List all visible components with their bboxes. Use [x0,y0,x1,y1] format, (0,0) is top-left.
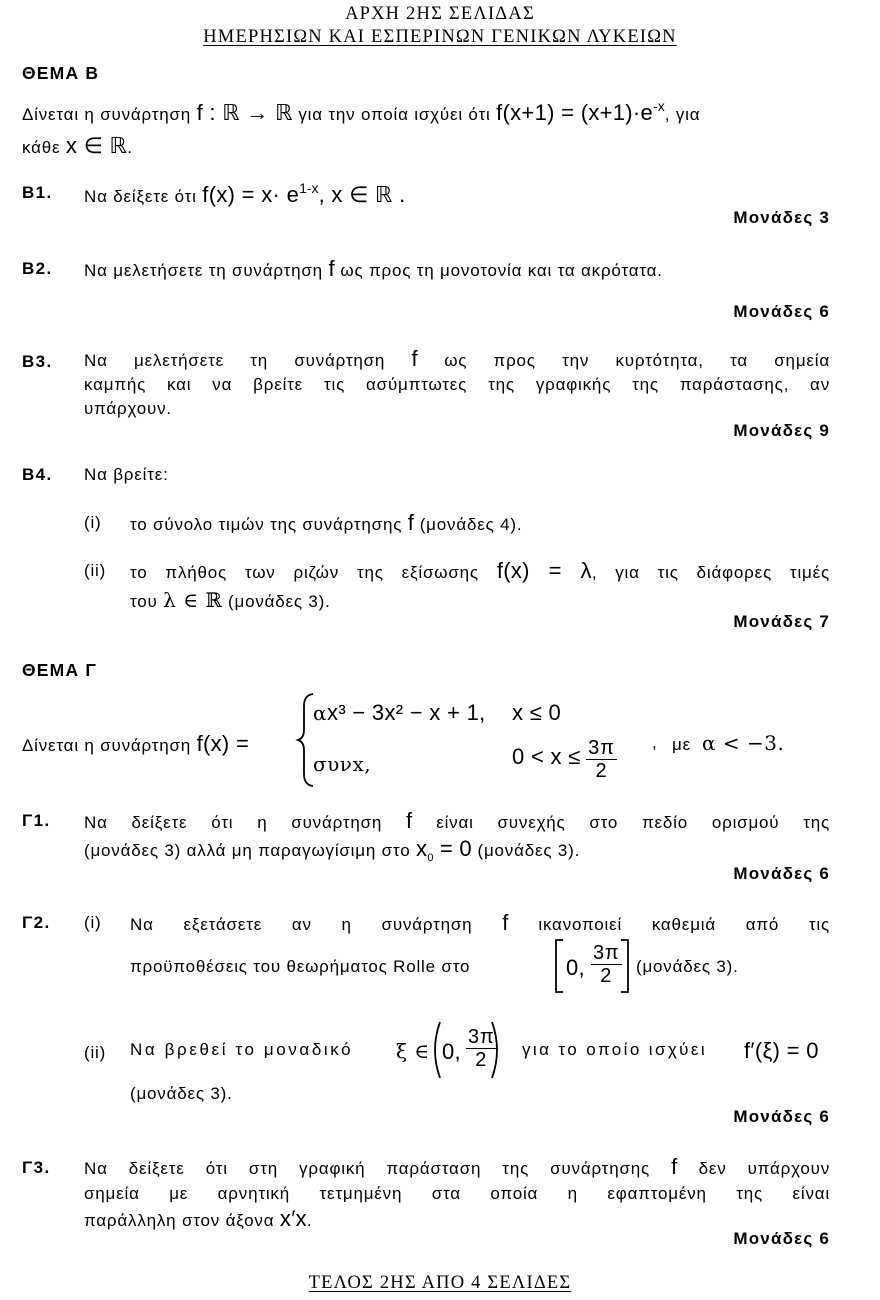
piecewise-case-1: αx³ − 3x² − x + 1, [313,700,486,725]
left-parenthesis [428,1020,442,1080]
piecewise-cond-2: 0 < x ≤ $\frac{3\pi}{2}$ [512,737,615,782]
theme-g-intro: Δίνεται η συνάρτηση f(x) = [22,731,250,756]
question-label-b3: Β3. [22,352,53,371]
question-b2-text: Να μελετήσετε τη συνάρτηση f ως προς τη μονοτονία και τα ακρότατα. [84,256,663,281]
fraction-3pi-over-2: $\frac{3\pi}{2}$ [593,942,620,987]
subquestion-g2-i-line2: προϋποθέσεις του θεωρήματος Rolle στο [130,957,471,976]
comma: , [652,733,658,752]
page-header-title: ΑΡΧΗ 2ΗΣ ΣΕΛΙΔΑΣ [345,4,535,24]
piecewise-cond-1: x ≤ 0 [512,700,562,725]
question-label-b2: Β2. [22,259,53,278]
alpha-condition: με α < −3. [672,731,785,755]
points-g2: Μονάδες 6 [733,1107,830,1126]
right-parenthesis [490,1020,504,1080]
subquestion-label-b4-ii: (ii) [84,561,107,580]
interval-start-g2-i: 0, [566,955,585,980]
question-b3-text: Να μελετήσετε τη συνάρτηση f ως προς την κυρτότητα, τα σημεία καμπής και να βρείτε τις ασύμπτωτες της γραφικής της παράστασης, αν υπάρχουν. [84,346,830,418]
subquestion-g2-ii-text2: για το οποίο ισχύει [522,1040,708,1059]
subquestion-g2-i-line1: Να εξετάσετε αν η συνάρτηση f ικανοποιεί καθεμιά από τις [130,910,831,935]
fraction-3pi-over-2: $\frac{3\pi}{2}$ [588,737,615,782]
question-b4-text: Να βρείτε: [84,465,169,484]
points-b2: Μονάδες 6 [733,302,830,321]
theme-b-intro-line2: κάθε x ∈ ℝ. [22,133,133,158]
points-g3: Μονάδες 6 [733,1229,830,1248]
question-label-b1: Β1. [22,183,53,202]
page-footer: ΤΕΛΟΣ 2ΗΣ ΑΠΟ 4 ΣΕΛΙΔΕΣ [308,1273,572,1293]
question-label-g3: Γ3. [22,1158,51,1177]
subquestion-b4-i-text: το σύνολο τιμών της συνάρτησης f (μονάδες 4). [130,510,523,535]
section-title-g: ΘΕΜΑ Γ [22,660,98,680]
subquestion-label-b4-i: (i) [84,513,102,532]
xi-membership: ξ ∈ [396,1039,430,1063]
question-g3-text: Να δείξετε ότι στη γραφική παράσταση της συνάρτησης f δεν υπάρχουν σημεία με αρνητική τετμημένη στα οποία η εφαπτομένη της είναι παράλληλη στον άξονα x′x. [84,1154,830,1231]
section-title-b: ΘΕΜΑ Β [22,63,100,83]
points-b3: Μονάδες 9 [733,421,830,440]
points-b4: Μονάδες 7 [733,612,830,631]
question-label-b4: Β4. [22,465,53,484]
subquestion-label-g2-i: (i) [84,913,102,932]
interval-start-g2-ii: 0, [442,1039,461,1064]
question-b1-text: Να δείξετε ότι $f(x) = x\cdot e^{1-x}$, x ∈ ℝ . [84,180,406,207]
theme-b-intro-line1: Δίνεται η συνάρτηση f : ℝ → ℝ για την οποία ισχύει ότι $f(x+1) = (x+1)\cdot e^{-x}$, για [22,98,701,125]
subquestion-b4-ii-text: το πλήθος των ριζών της εξίσωσης f(x) = λ, για τις διάφορες τιμές του λ ∈ ℝ (μονάδες 3). [130,558,830,612]
points-b1: Μονάδες 3 [733,208,830,227]
subquestion-label-g2-ii: (ii) [84,1043,107,1062]
functional-equation: $f(x+1) = (x+1)\cdot e^{-x}$ [496,98,665,125]
left-square-bracket [553,938,565,994]
points-g1: Μονάδες 6 [733,864,830,883]
piecewise-case-2: συνx, [313,752,372,776]
subquestion-g2-ii-text1: Να βρεθεί το μοναδικό [130,1040,354,1059]
marks-g2-ii: (μονάδες 3). [130,1084,233,1103]
marks-g2-i: (μονάδες 3). [636,957,739,976]
map-expression: f : ℝ → ℝ [196,100,293,125]
question-label-g1: Γ1. [22,811,51,830]
page-header-subtitle: ΗΜΕΡΗΣΙΩΝ ΚΑΙ ΕΣΠΕΡΙΝΩΝ ΓΕΝΙΚΩΝ ΛΥΚΕΙΩΝ [203,27,677,47]
question-g1-text: Να δείξετε ότι η συνάρτηση f είναι συνεχής στο πεδίο ορισμού της (μονάδες 3) αλλά μη παραγωγίσιμη στο $x_0 = 0$ (μονάδες 3). [84,808,830,864]
derivative-equation: f′(ξ) = 0 [744,1038,819,1063]
question-label-g2: Γ2. [22,913,51,932]
fraction-3pi-over-2: $\frac{3\pi}{2}$ [468,1026,495,1071]
right-square-bracket [619,938,631,994]
